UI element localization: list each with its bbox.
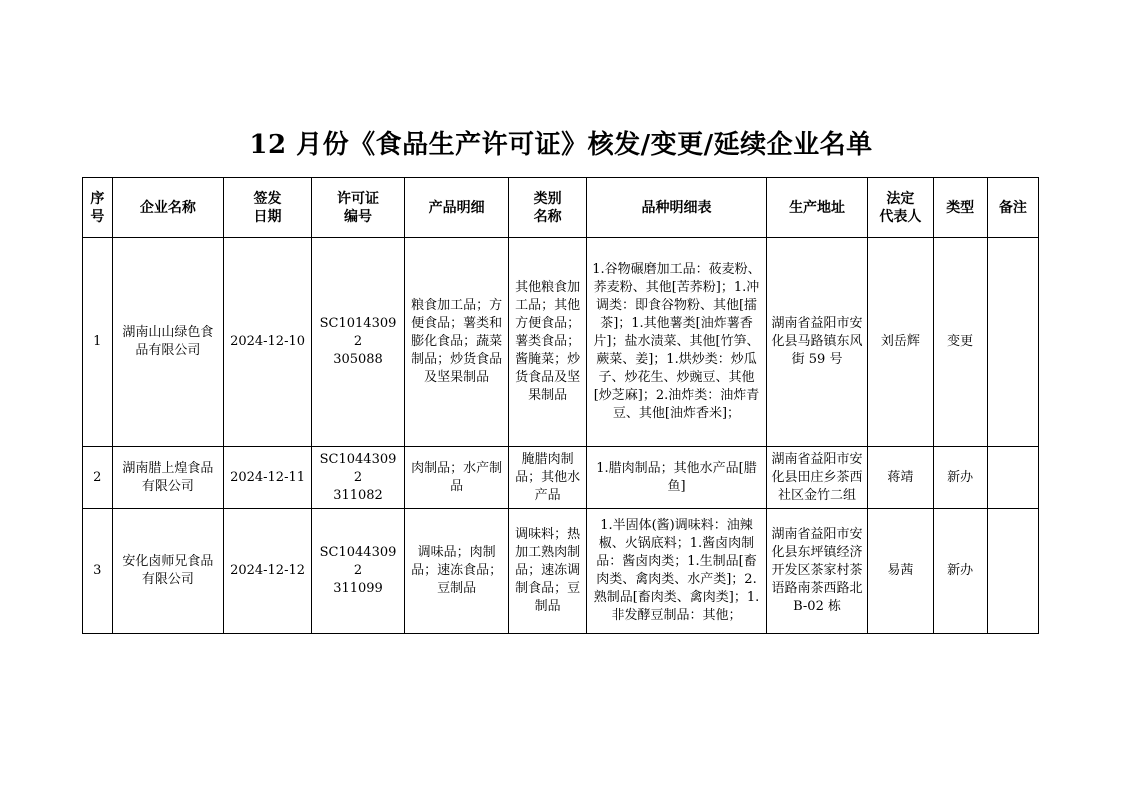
cell-category: 腌腊肉制品；其他水产品 — [509, 447, 587, 509]
header-remarks: 备注 — [987, 178, 1038, 238]
cell-address: 湖南省益阳市安化县东坪镇经济开发区茶家村茶语路南茶西路北 B-02 栋 — [766, 509, 867, 634]
cell-remarks — [987, 509, 1038, 634]
cell-license-no: SC10443092 311099 — [312, 509, 405, 634]
cell-no: 1 — [83, 238, 113, 447]
cell-issue-date: 2024-12-12 — [224, 509, 312, 634]
header-license-no: 许可证 编号 — [312, 178, 405, 238]
cell-legal-rep: 易茜 — [868, 509, 933, 634]
table-header-row — [83, 178, 1039, 238]
cell-products: 调味品；肉制品；速冻食品；豆制品 — [405, 509, 509, 634]
page-title: 12 月份《食品生产许可证》核发/变更/延续企业名单 — [249, 130, 873, 160]
cell-company: 湖南山山绿色食品有限公司 — [112, 238, 223, 447]
cell-remarks — [987, 447, 1038, 509]
cell-address: 湖南省益阳市安化县马路镇东风街 59 号 — [766, 238, 867, 447]
cell-type: 新办 — [933, 447, 987, 509]
cell-company: 安化卤师兄食品有限公司 — [112, 509, 223, 634]
cell-type: 新办 — [933, 509, 987, 634]
cell-varieties: 1.腊肉制品；其他水产品[腊鱼] — [587, 447, 767, 509]
cell-products: 肉制品；水产制品 — [405, 447, 509, 509]
header-varieties: 品种明细表 — [587, 178, 767, 238]
cell-address: 湖南省益阳市安化县田庄乡茶西社区金竹二组 — [766, 447, 867, 509]
cell-company: 湖南腊上煌食品有限公司 — [112, 447, 223, 509]
table-row — [83, 509, 1039, 634]
cell-issue-date: 2024-12-10 — [224, 238, 312, 447]
cell-varieties: 1.半固体(酱)调味料：油辣椒、火锅底料；1.酱卤肉制品：酱卤肉类；1.生制品[畜肉类、禽肉类、水产类]；2.熟制品[畜肉类、禽肉类]；1.非发酵豆制品：其他； — [587, 509, 767, 634]
cell-legal-rep: 刘岳辉 — [868, 238, 933, 447]
cell-type: 变更 — [933, 238, 987, 447]
license-table — [82, 177, 1039, 634]
cell-legal-rep: 蒋靖 — [868, 447, 933, 509]
cell-category: 其他粮食加工品；其他方便食品；薯类食品；酱腌菜；炒货食品及坚果制品 — [509, 238, 587, 447]
cell-issue-date: 2024-12-11 — [224, 447, 312, 509]
table-row — [83, 238, 1039, 447]
header-issue-date: 签发 日期 — [224, 178, 312, 238]
header-legal-rep: 法定 代表人 — [868, 178, 933, 238]
cell-no: 2 — [83, 447, 113, 509]
cell-products: 粮食加工品；方便食品；薯类和膨化食品；蔬菜制品；炒货食品及坚果制品 — [405, 238, 509, 447]
header-type: 类型 — [933, 178, 987, 238]
header-no: 序 号 — [83, 178, 113, 238]
header-category: 类别 名称 — [509, 178, 587, 238]
cell-no: 3 — [83, 509, 113, 634]
cell-license-no: SC10443092 311082 — [312, 447, 405, 509]
cell-varieties: 1.谷物碾磨加工品：莜麦粉、荞麦粉、其他[苦荞粉]；1.冲调类：即食谷物粉、其他[擂茶]；1.其他薯类[油炸薯香片]；盐水渍菜、其他[竹笋、蕨菜、姜]；1.烘炒类：炒瓜子、炒花生、炒豌豆、其他[炒芝麻]；2.油炸类：油炸青豆、其他[油炸香米]； — [587, 238, 767, 447]
table-row — [83, 447, 1039, 509]
header-company: 企业名称 — [112, 178, 223, 238]
cell-remarks — [987, 238, 1038, 447]
cell-license-no: SC10143092 305088 — [312, 238, 405, 447]
cell-category: 调味料；热加工熟肉制品；速冻调制食品；豆制品 — [509, 509, 587, 634]
header-products: 产品明细 — [405, 178, 509, 238]
header-address: 生产地址 — [766, 178, 867, 238]
